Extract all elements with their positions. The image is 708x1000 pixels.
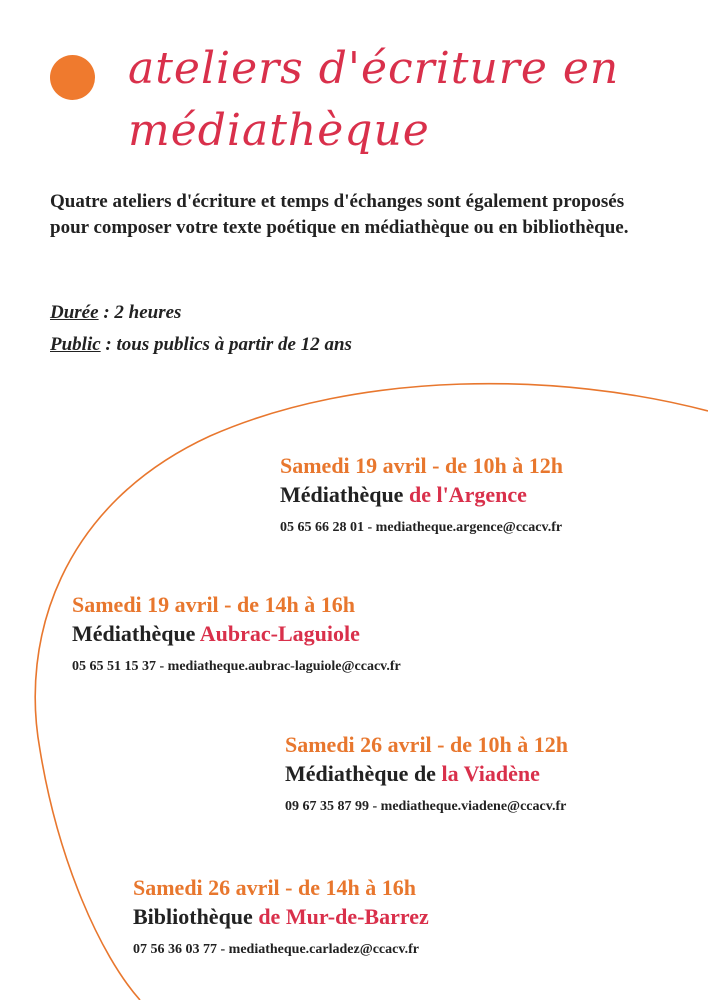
event-contact: 07 56 36 03 77 - mediatheque.carladez@ccacv.fr [133, 942, 419, 957]
event-1 [280, 452, 563, 538]
event-place [285, 759, 568, 789]
event-place-name: de Mur-de-Barrez [258, 904, 429, 929]
event-place-name: de l'Argence [408, 482, 527, 507]
title-line-1: ateliers d'écriture en [128, 43, 620, 94]
event-place-name: la Viadène [441, 761, 540, 786]
event-date: Samedi 19 avril - de 10h à 12h [280, 453, 563, 478]
event-place-prefix: Médiathèque [72, 621, 200, 646]
event-3 [285, 731, 568, 817]
event-place-prefix: Bibliothèque [133, 904, 259, 929]
event-2 [72, 591, 401, 677]
duration-label: Durée [50, 302, 99, 323]
event-place-name: Aubrac-Laguiole [199, 621, 360, 646]
event-place [280, 480, 563, 510]
event-date: Samedi 26 avril - de 14h à 16h [133, 875, 416, 900]
event-place-prefix: Médiathèque [280, 482, 409, 507]
event-place [72, 619, 401, 649]
event-contact: 05 65 66 28 01 - mediatheque.argence@ccacv.fr [280, 520, 563, 535]
event-4 [133, 874, 429, 960]
title-line-2: médiathèque [128, 105, 430, 156]
event-place-prefix: Médiathèque de [285, 761, 442, 786]
event-date: Samedi 19 avril - de 14h à 16h [72, 592, 355, 617]
duration-value: : 2 heures [98, 302, 182, 323]
event-contact: 05 65 51 15 37 - mediatheque.aubrac-laguiole@ccacv.fr [72, 659, 401, 674]
intro-paragraph: Quatre ateliers d'écriture et temps d'échanges sont également proposés pour composer votre texte poétique en médiathèque ou en bibliothèque. [50, 191, 629, 238]
event-date: Samedi 26 avril - de 10h à 12h [285, 732, 568, 757]
event-contact: 09 67 35 87 99 - mediatheque.viadene@ccacv.fr [285, 799, 567, 814]
audience-label: Public [50, 334, 101, 355]
audience-value: : tous publics à partir de 12 ans [100, 334, 352, 355]
event-place [133, 902, 429, 932]
